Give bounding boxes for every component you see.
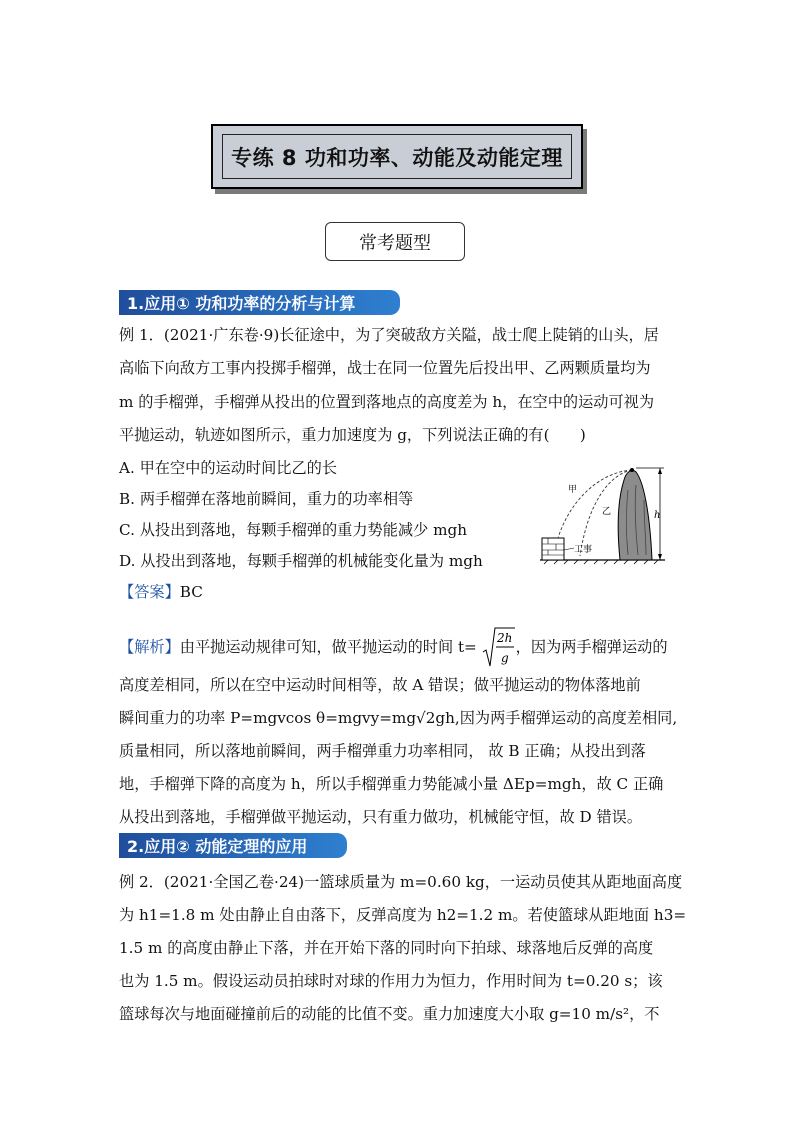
section-header-2 <box>119 833 347 858</box>
analysis-line-5: 地，手榴弹下降的高度为 h，所以手榴弹重力势能减小量 ΔEp=mgh，故 C 正确 <box>119 775 664 793</box>
example1-line-1: 例 1．(2021·广东卷·9)长征途中，为了突破敌方关隘，战士爬上陡销的山头，居 <box>119 326 659 344</box>
option-a: A. 甲在空中的运动时间比乙的长 <box>119 459 338 477</box>
frac-numerator: 2h <box>496 631 512 645</box>
label-gongshi: 工事 <box>574 545 593 555</box>
analysis-line-2: 高度差相同，所以在空中运动时间相等，故 A 错误；做平抛运动的物体落地前 <box>119 676 641 694</box>
analysis-text-1a: 由平抛运动规律可知，做平抛运动的时间 t= <box>179 638 477 656</box>
example2-line-4: 也为 1.5 m。假设运动员拍球时对球的作用力为恒力，作用时间为 t=0.20 s；该 <box>119 972 663 990</box>
section-header-1 <box>119 290 400 315</box>
option-b: B. 两手榴弹在落地前瞬间，重力的功率相等 <box>119 490 414 508</box>
trajectory-diagram <box>540 460 670 570</box>
section-header-2-label: 2.应用② 动能定理的应用 <box>127 837 308 856</box>
trajectory-figure <box>540 460 670 570</box>
analysis-line-1 <box>119 626 668 670</box>
example2-line-3: 1.5 m 的高度由静止下落，并在开始下落的同时向下拍球、球落地后反弹的高度 <box>119 939 654 957</box>
section-header-1-label: 1.应用① 功和功率的分析与计算 <box>127 294 356 313</box>
page-title: 专练 8 功和功率、动能及动能定理 <box>222 134 572 179</box>
analysis-text-1b: ，因为两手榴弹运动的 <box>515 638 668 656</box>
example1-line-4: 平抛运动，轨迹如图所示，重力加速度为 g，下列说法正确的有( ) <box>119 426 586 444</box>
analysis-line-6: 从投出到落地，手榴弹做平抛运动，只有重力做功，机械能守恒，故 D 错误。 <box>119 808 643 826</box>
sqrt-fraction <box>482 626 516 670</box>
section-tag: 常考题型 <box>325 222 465 261</box>
analysis-label: 【解析】 <box>119 638 180 656</box>
example1-line-2: 高临下向敌方工事内投掷手榴弹，战士在同一位置先后投出甲、乙两颗质量均为 <box>119 359 651 377</box>
answer-value: BC <box>179 583 203 601</box>
example2-line-5: 篮球每次与地面碰撞前后的动能的比值不变。重力加速度大小取 g=10 m/s²，不 <box>119 1005 660 1023</box>
answer-label: 【答案】 <box>119 583 180 601</box>
option-d: D. 从投出到落地，每颗手榴弹的机械能变化量为 mgh <box>119 552 483 570</box>
example2-line-1: 例 2．(2021·全国乙卷·24)一篮球质量为 m=0.60 kg，一运动员使其从距地面高度 <box>119 873 683 891</box>
label-jia: 甲 <box>568 485 578 495</box>
title-box <box>211 124 583 189</box>
example2-line-2: 为 h1=1.8 m 处由静止自由落下，反弹高度为 h2=1.2 m。若使篮球从距地面 h3= <box>119 906 687 924</box>
option-c: C. 从投出到落地，每颗手榴弹的重力势能减少 mgh <box>119 521 468 539</box>
frac-denominator: g <box>500 651 509 665</box>
label-h: h <box>654 510 661 521</box>
answer-line <box>119 582 203 602</box>
analysis-line-3: 瞬间重力的功率 P=mgvcos θ=mgvy=mg√2gh,因为两手榴弹运动的高度差相同, <box>119 709 678 727</box>
example1-line-3: m 的手榴弹，手榴弹从投出的位置到落地点的高度差为 h，在空中的运动可视为 <box>119 393 655 411</box>
analysis-line-4: 质量相同，所以落地前瞬间，两手榴弹重力功率相同， 故 B 正确；从投出到落 <box>119 742 646 760</box>
label-yi: 乙 <box>602 507 612 517</box>
